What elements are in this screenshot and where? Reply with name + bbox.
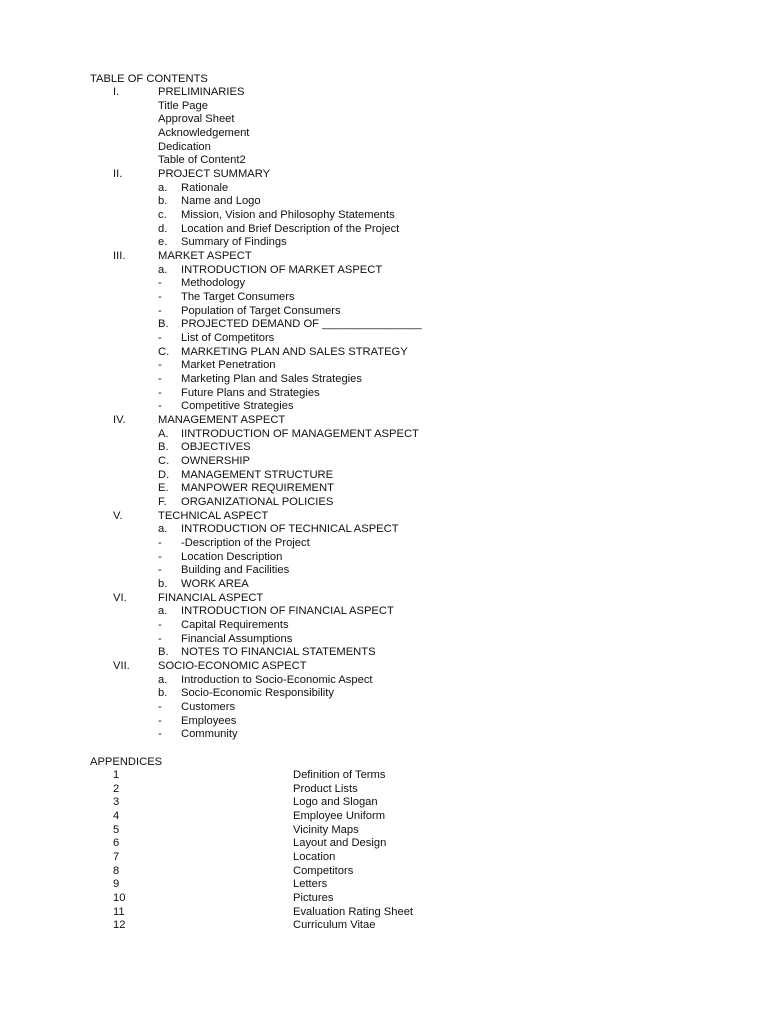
- list-item: INTRODUCTION OF MARKET ASPECT: [181, 263, 383, 276]
- appendix-number: 2: [113, 782, 120, 795]
- list-item: Population of Target Consumers: [181, 304, 341, 317]
- section-heading: PROJECT SUMMARY: [158, 168, 271, 181]
- section-numeral: III.: [113, 250, 126, 263]
- section-heading: SOCIO-ECONOMIC ASPECT: [158, 659, 307, 672]
- list-item: OBJECTIVES: [181, 441, 251, 454]
- section-numeral: VI.: [113, 591, 127, 604]
- appendix-number: 5: [113, 823, 120, 836]
- appendix-number: 7: [113, 851, 120, 864]
- list-item-marker: F.: [158, 495, 167, 508]
- list-item-marker: -: [158, 359, 162, 372]
- appendix-name: Layout and Design: [293, 837, 387, 850]
- list-item: Future Plans and Strategies: [181, 386, 320, 399]
- appendix-number: 3: [113, 796, 120, 809]
- list-item: Location Description: [181, 550, 283, 563]
- appendix-number: 9: [113, 878, 120, 891]
- list-item-marker: a.: [158, 605, 168, 618]
- list-item: MANPOWER REQUIREMENT: [181, 482, 334, 495]
- list-item: Community: [181, 728, 238, 741]
- section-numeral: I.: [113, 86, 120, 99]
- list-item: Competitive Strategies: [181, 400, 294, 413]
- appendix-number: 4: [113, 810, 120, 823]
- appendix-name: Pictures: [293, 892, 334, 905]
- appendix-name: Location: [293, 851, 336, 864]
- list-item-marker: D.: [158, 468, 170, 481]
- list-item: Customers: [181, 700, 236, 713]
- list-item-marker: C.: [158, 454, 170, 467]
- list-item: PROJECTED DEMAND OF ________________: [181, 318, 422, 331]
- list-item-marker: -: [158, 536, 162, 549]
- list-item: Financial Assumptions: [181, 632, 293, 645]
- list-item: WORK AREA: [181, 577, 249, 590]
- appendix-name: Letters: [293, 878, 328, 891]
- list-item-marker: b.: [158, 577, 168, 590]
- list-item-marker: -: [158, 400, 162, 413]
- list-item-marker: -: [158, 373, 162, 386]
- list-item: NOTES TO FINANCIAL STATEMENTS: [181, 646, 376, 659]
- list-item-marker: a.: [158, 523, 168, 536]
- list-item: OWNERSHIP: [181, 454, 250, 467]
- appendix-name: Definition of Terms: [293, 769, 386, 782]
- list-item: Dedication: [158, 140, 211, 153]
- list-item: Socio-Economic Responsibility: [181, 687, 334, 700]
- list-item: The Target Consumers: [181, 291, 295, 304]
- section-heading: MARKET ASPECT: [158, 250, 252, 263]
- list-item-marker: -: [158, 304, 162, 317]
- list-item: Approval Sheet: [158, 113, 235, 126]
- appendix-number: 11: [113, 905, 125, 918]
- appendix-number: 12: [113, 919, 126, 932]
- list-item: MANAGEMENT STRUCTURE: [181, 468, 334, 481]
- list-item-marker: -: [158, 386, 162, 399]
- section-heading: TECHNICAL ASPECT: [158, 509, 269, 522]
- section-heading: MANAGEMENT ASPECT: [158, 414, 286, 426]
- list-item-marker: b.: [158, 195, 168, 208]
- list-item-marker: -: [158, 550, 162, 563]
- list-item: Acknowledgement: [158, 127, 250, 140]
- list-item: -Description of the Project: [181, 536, 310, 549]
- section-numeral: VII.: [113, 659, 130, 672]
- list-item-marker: b.: [158, 687, 168, 700]
- list-item: Summary of Findings: [181, 236, 287, 249]
- list-item-marker: a.: [158, 673, 168, 686]
- list-item: IINTRODUCTION OF MANAGEMENT ASPECT: [181, 427, 419, 440]
- list-item-marker: -: [158, 632, 162, 645]
- list-item: Building and Facilities: [181, 564, 290, 577]
- list-item: ORGANIZATIONAL POLICIES: [181, 495, 334, 508]
- list-item: MARKETING PLAN AND SALES STRATEGY: [181, 345, 408, 358]
- appendix-number: 10: [113, 892, 126, 905]
- appendix-name: Employee Uniform: [293, 810, 386, 823]
- appendix-number: 6: [113, 837, 120, 850]
- section-heading: PRELIMINARIES: [158, 86, 245, 99]
- list-item: Market Penetration: [181, 359, 276, 372]
- list-item: Table of Content2: [158, 154, 246, 167]
- section-numeral: II.: [113, 168, 123, 181]
- appendix-name: Product Lists: [293, 782, 358, 795]
- list-item-marker: -: [158, 700, 162, 713]
- toc-title: TABLE OF CONTENTS: [90, 72, 208, 85]
- list-item-marker: B.: [158, 441, 169, 454]
- section-heading: FINANCIAL ASPECT: [158, 591, 264, 604]
- appendix-number: 1: [113, 769, 120, 782]
- appendix-name: Curriculum Vitae: [293, 919, 376, 932]
- list-item: Rationale: [181, 181, 229, 194]
- list-item: Methodology: [181, 277, 246, 290]
- list-item-marker: e.: [158, 236, 168, 249]
- list-item-marker: d.: [158, 222, 168, 235]
- appendix-name: Vicinity Maps: [293, 823, 359, 836]
- list-item: INTRODUCTION OF FINANCIAL ASPECT: [181, 605, 394, 618]
- list-item-marker: -: [158, 277, 162, 290]
- appendix-number: 8: [113, 864, 120, 877]
- appendix-name: Competitors: [293, 864, 354, 877]
- list-item: Name and Logo: [181, 195, 261, 208]
- appendices-title: APPENDICES: [90, 755, 163, 768]
- list-item: Marketing Plan and Sales Strategies: [181, 373, 362, 386]
- list-item-marker: -: [158, 332, 162, 345]
- list-item: INTRODUCTION OF TECHNICAL ASPECT: [181, 523, 399, 536]
- list-item-marker: c.: [158, 209, 167, 222]
- list-item-marker: -: [158, 714, 162, 727]
- list-item-marker: A.: [158, 427, 169, 440]
- list-item-marker: a.: [158, 263, 168, 276]
- list-item-marker: B.: [158, 318, 169, 331]
- list-item-marker: a.: [158, 181, 168, 194]
- list-item-marker: -: [158, 618, 162, 631]
- list-item: List of Competitors: [181, 332, 275, 345]
- section-numeral: IV.: [113, 414, 126, 426]
- section-numeral: V.: [113, 509, 123, 522]
- list-item: Mission, Vision and Philosophy Statements: [181, 209, 395, 222]
- appendix-name: Evaluation Rating Sheet: [293, 905, 414, 918]
- list-item-marker: E.: [158, 482, 169, 495]
- list-item-marker: -: [158, 564, 162, 577]
- list-item: Location and Brief Description of the Project: [181, 222, 400, 235]
- list-item-marker: -: [158, 728, 162, 741]
- list-item: Employees: [181, 714, 237, 727]
- list-item: Capital Requirements: [181, 618, 289, 631]
- list-item-marker: -: [158, 291, 162, 304]
- list-item-marker: C.: [158, 345, 170, 358]
- list-item: Title Page: [158, 99, 208, 112]
- list-item: Introduction to Socio-Economic Aspect: [181, 673, 373, 686]
- appendix-name: Logo and Slogan: [293, 796, 378, 809]
- list-item-marker: B.: [158, 646, 169, 659]
